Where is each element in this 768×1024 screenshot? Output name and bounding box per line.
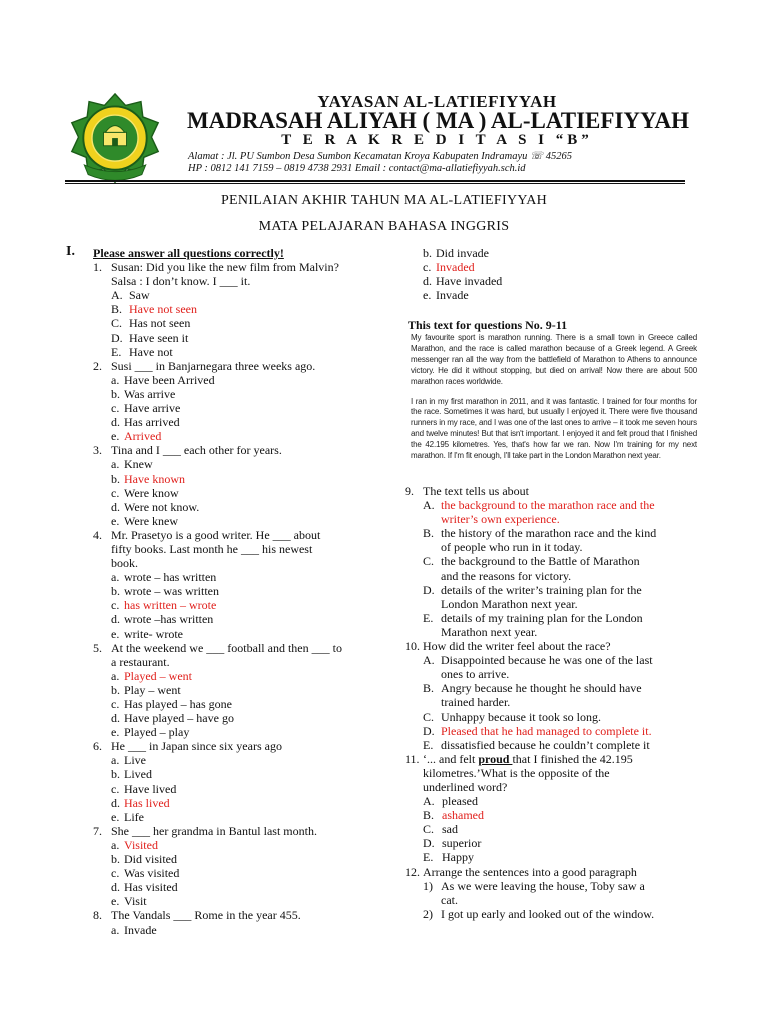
question-line: [93, 908, 393, 922]
option-text: As we were leaving the house, Toby saw a: [441, 878, 645, 893]
passage-paragraph: I ran in my first marathon in 2011, and it was fantastic. I trained for four months for the race. Sometimes it was hard, but usually I enjoyed it. There were five thousand runners in my race, and I was one of the last ones to arrive – it took me seven hours and twelve minutes! But that isn't important. I enjoyed it and felt proud that I finished the 42.195 kilometres. Yes, that's how far we ran. Now I'm training for my next marathon. If I'm fit enough, I'll take part in the London Marathon next year.: [411, 396, 697, 461]
option: [93, 457, 393, 471]
school-address: Alamat : Jl. PU Sumbon Desa Sumbon Kecamatan Kroya Kabupaten Indramayu ☏ 45265: [188, 151, 572, 162]
option-label: B.: [423, 808, 435, 823]
option-text: has written – wrote: [124, 598, 217, 613]
question-number: 10.: [405, 639, 420, 654]
option-label: c.: [111, 866, 120, 881]
passage-paragraph: My favourite sport is marathon running. There is a small town in Greece called Marathon, and the race is called marathon because of a Greek legend. A Greek messenger ran all the way from the battlefield of Marathon to Athens to announce victory. He did it without stopping, but died on arrival! Now there are about 500 marathon races worldwide.: [411, 333, 697, 386]
question-continuation: [93, 655, 393, 669]
option-label: b.: [111, 584, 120, 599]
option-label: A.: [111, 288, 123, 303]
passage-title: This text for questions No. 9-11: [408, 318, 568, 332]
option-label: A.: [423, 653, 435, 668]
option-text: Pleased that he had managed to complete it.: [441, 723, 652, 738]
question-number: 12.: [405, 864, 420, 879]
option-label: E.: [423, 850, 434, 865]
answer-option: [93, 429, 393, 443]
questions-9-12: [405, 484, 705, 921]
answer-option: [405, 724, 705, 738]
option-text: London Marathon next year.: [441, 596, 578, 611]
option-continuation: [405, 512, 705, 526]
option-continuation: [405, 667, 705, 681]
option-text: ashamed: [442, 808, 484, 823]
option-text: Invaded: [436, 260, 475, 275]
option-text: superior: [442, 836, 482, 851]
option: [93, 500, 393, 514]
answer-option: [93, 472, 393, 486]
option-label: a.: [111, 372, 120, 387]
option-label: b.: [111, 852, 120, 867]
option-text: Visited: [124, 837, 158, 852]
option-label: A.: [423, 498, 435, 513]
instruction: Please answer all questions correctly!: [93, 246, 284, 260]
option-label: B.: [111, 302, 123, 317]
answer-option: [93, 838, 393, 852]
option-text: the background to the marathon race and the: [441, 498, 655, 513]
option: [93, 570, 393, 584]
question-number: 9.: [405, 484, 414, 498]
option-continuation: [405, 540, 705, 554]
option: [405, 274, 705, 288]
question-text: The text tells us about: [423, 484, 529, 498]
option-text: trained harder.: [441, 695, 511, 710]
question-text: At the weekend we ___ football and then ___ to: [111, 640, 342, 655]
option-text: and the reasons for victory.: [441, 568, 572, 583]
header-divider: [65, 180, 685, 182]
question-continuation: [93, 556, 393, 570]
option: [93, 331, 393, 345]
option-text: Were not know.: [124, 499, 200, 514]
option-label: C.: [111, 316, 123, 331]
option-label: a.: [111, 570, 120, 585]
option: [93, 866, 393, 880]
option-text: Has lived: [124, 795, 170, 810]
answer-option: [405, 808, 705, 822]
option-text: Visit: [124, 894, 147, 909]
question-number: 2.: [93, 358, 102, 373]
option-continuation: [405, 893, 705, 907]
option-label: d.: [111, 711, 120, 726]
option-label: D.: [423, 723, 435, 738]
question-text: The Vandals ___ Rome in the year 455.: [111, 908, 301, 923]
option-text: ones to arrive.: [441, 667, 510, 682]
question-line: [93, 260, 393, 274]
option-text: I got up early and looked out of the window.: [441, 906, 655, 921]
question-number: 4.: [93, 527, 102, 542]
underlined-word: proud: [478, 751, 513, 766]
option-text: Happy: [442, 850, 474, 865]
option-text: Have arrive: [124, 401, 181, 416]
option-text: Life: [124, 809, 144, 824]
option-label: 1): [423, 878, 433, 893]
answer-option: [93, 598, 393, 612]
option-text: sad: [442, 822, 458, 837]
option-text: Knew: [124, 457, 153, 472]
question-text: How did the writer feel about the race?: [423, 639, 611, 654]
option-label: C.: [423, 709, 435, 724]
question-text: Salsa : I don’t know. I ___ it.: [111, 274, 251, 289]
option-continuation: [405, 695, 705, 709]
option-text: Have been Arrived: [124, 372, 215, 387]
option: [405, 246, 705, 260]
option-text: Have known: [124, 471, 185, 486]
question-number: 5.: [93, 640, 102, 655]
option-text: details of my training plan for the London: [441, 610, 643, 625]
option-text: Were know: [124, 485, 179, 500]
option-label: e.: [111, 725, 120, 740]
question-text: Arrange the sentences into a good paragraph: [423, 864, 637, 879]
option-label: e.: [111, 809, 120, 824]
answer-option: [405, 498, 705, 512]
right-column-bottom: [405, 484, 705, 921]
option-label: d.: [111, 612, 120, 627]
option-text: wrote – was written: [124, 584, 219, 599]
option: [93, 316, 393, 330]
option: [405, 653, 705, 667]
option-text: Live: [124, 753, 146, 768]
option-text: details of the writer’s training plan for the: [441, 582, 642, 597]
question-text: a restaurant.: [111, 654, 170, 669]
option-label: c.: [111, 598, 120, 613]
option-text: the history of the marathon race and the kind: [441, 526, 657, 541]
option-label: d.: [111, 499, 120, 514]
option-label: e.: [423, 288, 432, 303]
option-label: D.: [423, 582, 435, 597]
option: [405, 822, 705, 836]
option-continuation: [405, 625, 705, 639]
option-label: a.: [111, 837, 120, 852]
option-text: Did invade: [436, 246, 489, 260]
option-text: Have not seen: [129, 302, 197, 317]
option-text: wrote – has written: [124, 570, 217, 585]
option: [93, 415, 393, 429]
option-text: Played – play: [124, 725, 190, 740]
option-label: e.: [111, 513, 120, 528]
option-text: Invade: [436, 288, 469, 303]
option-label: C.: [423, 822, 435, 837]
accreditation: T E R A K R E D I T A S I “B”: [281, 132, 593, 148]
option-label: c.: [111, 401, 120, 416]
option: [93, 612, 393, 626]
question-line: [93, 443, 393, 457]
option-text: Play – went: [124, 682, 181, 697]
option-label: B.: [423, 681, 435, 696]
question-number: 11.: [405, 751, 420, 766]
option-text: Did visited: [124, 852, 177, 867]
option-text: Played – went: [124, 668, 192, 683]
question-text: Susan: Did you like the new film from Malvin?: [111, 260, 339, 275]
option: [93, 711, 393, 725]
option: [93, 767, 393, 781]
school-name: MADRASAH ALIYAH ( MA ) AL-LATIEFIYYAH: [186, 108, 689, 133]
option-label: b.: [111, 767, 120, 782]
option: [93, 486, 393, 500]
option-text: Was visited: [124, 866, 180, 881]
option: [93, 627, 393, 641]
header-divider-thin: [65, 183, 685, 184]
question-line: [93, 528, 393, 542]
option-text: Have invaded: [436, 274, 503, 289]
option-text: of people who run in it today.: [441, 540, 583, 555]
option-text: Lived: [124, 767, 152, 782]
option-text: Has arrived: [124, 415, 180, 430]
option-text: writer’s own experience.: [441, 512, 560, 527]
questions-1-8: [93, 260, 393, 937]
option: [93, 387, 393, 401]
option: [405, 794, 705, 808]
option-text: Marathon next year.: [441, 624, 538, 639]
option: [93, 810, 393, 824]
question-number: 7.: [93, 823, 102, 838]
option-text: dissatisfied because he couldn’t complete it: [441, 737, 650, 752]
answer-option: [405, 260, 705, 274]
option-text: Have played – have go: [124, 711, 234, 726]
option-text: Angry because he thought he should have: [441, 681, 642, 696]
question-text: ‘... and felt: [423, 751, 479, 766]
option-label: E.: [423, 610, 434, 625]
question-text: kilometres.’What is the opposite of the: [423, 765, 610, 780]
option-label: e.: [111, 429, 120, 444]
question-text: She ___ her grandma in Bantul last month.: [111, 823, 317, 838]
question-line: [405, 752, 705, 766]
option-label: b.: [111, 386, 120, 401]
option-label: d.: [111, 415, 120, 430]
option-label: D.: [423, 836, 435, 851]
option-text: Was arrive: [124, 386, 176, 401]
question-number: 1.: [93, 260, 102, 275]
question-text: Tina and I ___ each other for years.: [111, 443, 282, 458]
question-line: [93, 359, 393, 373]
reading-passage: [411, 333, 697, 471]
question-text: He ___ in Japan since six years ago: [111, 739, 282, 754]
question-number: 8.: [93, 908, 102, 923]
option: [93, 880, 393, 894]
option: [93, 373, 393, 387]
exam-title: PENILAIAN AKHIR TAHUN MA AL-LATIEFIYYAH: [220, 193, 548, 208]
option-text: pleased: [442, 794, 478, 809]
question-line: [93, 739, 393, 753]
option: [405, 583, 705, 597]
option-text: the background to the Battle of Marathon: [441, 554, 640, 569]
option: [405, 611, 705, 625]
question-continuation: [93, 274, 393, 288]
option-text: Were knew: [124, 513, 179, 528]
option: [405, 554, 705, 568]
option: [93, 725, 393, 739]
option-label: E.: [111, 344, 122, 359]
option: [93, 894, 393, 908]
answer-option: [93, 302, 393, 316]
answer-option: [93, 669, 393, 683]
option-text: write- wrote: [124, 626, 183, 641]
right-column-top: [405, 246, 705, 302]
option-label: b.: [111, 682, 120, 697]
option: [405, 710, 705, 724]
option-text: cat.: [441, 892, 458, 907]
question-line: [93, 824, 393, 838]
option-label: c.: [111, 781, 120, 796]
subject-title: MATA PELAJARAN BAHASA INGGRIS: [258, 219, 510, 234]
question-continuation: [405, 780, 705, 794]
option: [93, 923, 393, 937]
option-text: wrote –has written: [124, 612, 214, 627]
option: [93, 584, 393, 598]
option-label: c.: [111, 697, 120, 711]
option: [405, 850, 705, 864]
option-label: b.: [111, 471, 120, 486]
question-text: underlined word?: [423, 779, 508, 794]
option-label: e.: [111, 894, 120, 909]
question-text: Mr. Prasetyo is a good writer. He ___ about: [111, 527, 321, 542]
option-label: B.: [423, 526, 435, 541]
option-text: Arrived: [124, 429, 162, 444]
left-column: [93, 246, 393, 937]
option-label: A.: [423, 794, 435, 809]
option: [93, 288, 393, 302]
school-logo: [66, 92, 164, 188]
option: [93, 514, 393, 528]
section-numeral: I.: [66, 244, 75, 259]
school-contact: HP : 0812 141 7159 – 0819 4738 2931 Email : contact@ma-allatiefiyyah.sch.id: [188, 163, 526, 174]
foundation-name: YAYASAN AL-LATIEFIYYAH: [317, 92, 557, 111]
question-number: 3.: [93, 443, 102, 458]
option-text: Have seen it: [129, 330, 189, 345]
option-label: d.: [423, 274, 432, 289]
option-text: Has not seen: [129, 316, 191, 331]
option: [405, 681, 705, 695]
question-text: book.: [111, 556, 138, 571]
option: [93, 683, 393, 697]
logo-door-shape: [112, 138, 118, 146]
option: [93, 345, 393, 359]
option-label: 2): [423, 906, 433, 921]
question-continuation: [93, 542, 393, 556]
option-text: Invade: [124, 922, 157, 937]
question-continuation: [405, 766, 705, 780]
option: [93, 753, 393, 767]
option: [93, 852, 393, 866]
option-label: a.: [111, 753, 120, 768]
option-label: D.: [111, 330, 123, 345]
option-label: c.: [111, 485, 120, 500]
option-text: Disappointed because he was one of the last: [441, 653, 653, 668]
answer-option: [93, 796, 393, 810]
option-label: a.: [111, 457, 120, 472]
option-label: e.: [111, 626, 120, 641]
option: [405, 907, 705, 921]
option: [93, 697, 393, 711]
option-label: b.: [423, 246, 432, 260]
option-text: Unhappy because it took so long.: [441, 709, 601, 724]
question-line: [93, 641, 393, 655]
question-8-options: [405, 246, 705, 302]
option: [405, 526, 705, 540]
question-text: Susi ___ in Banjarnegara three weeks ago.: [111, 358, 316, 373]
option: [405, 738, 705, 752]
option-text: Has played – has gone: [124, 697, 232, 711]
question-line: [405, 639, 705, 653]
option-label: E.: [423, 737, 434, 752]
option: [93, 782, 393, 796]
option-label: d.: [111, 880, 120, 895]
option-text: Have not: [129, 344, 173, 359]
option-text: Has visited: [124, 880, 178, 895]
option: [405, 836, 705, 850]
option-label: a.: [111, 922, 120, 937]
option-label: a.: [111, 668, 120, 683]
option-label: C.: [423, 554, 435, 569]
option: [93, 401, 393, 415]
question-number: 6.: [93, 739, 102, 754]
option-continuation: [405, 569, 705, 583]
option: [405, 288, 705, 302]
question-text: fifty books. Last month he ___ his newest: [111, 541, 313, 556]
option-label: c.: [423, 260, 432, 275]
question-text: that I finished the 42.195: [512, 751, 633, 766]
option-text: Have lived: [124, 781, 177, 796]
option: [405, 879, 705, 893]
question-line: [405, 865, 705, 879]
option-text: Saw: [129, 288, 150, 303]
option-label: d.: [111, 795, 120, 810]
question-line: [405, 484, 705, 498]
option-continuation: [405, 597, 705, 611]
